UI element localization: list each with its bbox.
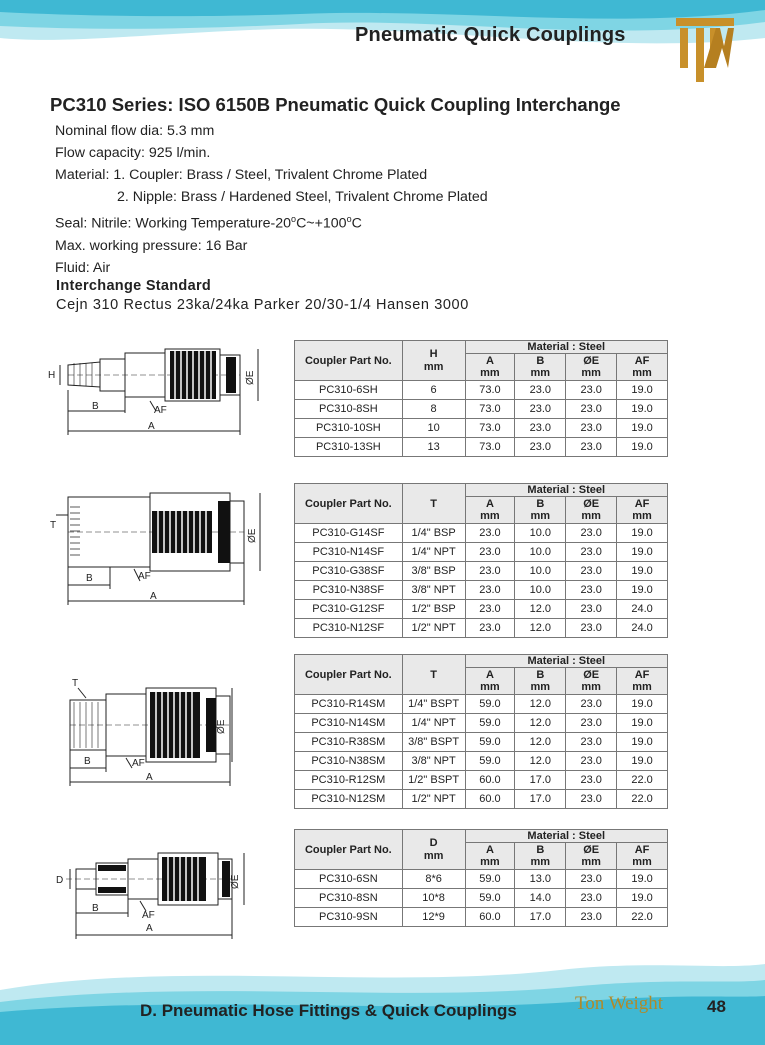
table-cell: 59.0: [465, 870, 515, 889]
table-row: [295, 619, 668, 638]
dim-label-a: A: [150, 591, 157, 602]
table-cell: 23.0: [515, 400, 566, 419]
table-cell: PC310-6SN: [295, 870, 403, 889]
spec-table-sf: [294, 483, 668, 638]
col-header-unit: mm: [632, 856, 652, 869]
dim-label-af: AF: [132, 758, 145, 769]
table-cell: 1/2" NPT: [402, 619, 465, 638]
table-cell: 23.0: [566, 543, 617, 562]
spec-material-1: Material: 1. Coupler: Brass / Steel, Trivalent Chrome Plated: [55, 167, 428, 183]
table-cell: 3/8" BSP: [402, 562, 465, 581]
table-cell: PC310-N38SM: [295, 752, 403, 771]
table-cell: 1/4" NPT: [402, 714, 465, 733]
table-cell: 12.0: [515, 600, 566, 619]
table-cell: 23.0: [566, 600, 617, 619]
dim-label-af: AF: [154, 405, 167, 416]
table-cell: 23.0: [566, 419, 617, 438]
table-cell: 23.0: [566, 381, 617, 400]
table-cell: 1/4" BSP: [402, 524, 465, 543]
table-cell: 12.0: [515, 714, 566, 733]
table-cell: PC310-8SN: [295, 889, 403, 908]
table-cell: 19.0: [617, 889, 668, 908]
col-header-b: [515, 843, 566, 870]
spec-seal-b: C~+100: [296, 215, 347, 232]
table-cell: 12.0: [515, 695, 566, 714]
table-cell: 23.0: [566, 771, 617, 790]
table-row: [295, 771, 668, 790]
table-cell: 10*8: [402, 889, 465, 908]
coupler-sh-diagram: [40, 335, 270, 445]
table-cell: 19.0: [617, 752, 668, 771]
col-header-label: D: [429, 837, 438, 850]
table-cell: 23.0: [515, 419, 566, 438]
col-header-unit: mm: [530, 510, 551, 523]
spec-table-sh: [294, 340, 668, 457]
table-cell: PC310-N14SM: [295, 714, 403, 733]
dim-label-t: T: [72, 678, 79, 689]
table-cell: PC310-R38SM: [295, 733, 403, 752]
table-cell: 1/2" BSP: [402, 600, 465, 619]
col-header-unit: mm: [480, 856, 500, 869]
table-cell: 23.0: [566, 908, 617, 927]
table-cell: 19.0: [617, 400, 668, 419]
col-header-unit: mm: [480, 681, 500, 694]
col-header-h: [402, 341, 465, 381]
table-cell: 19.0: [617, 524, 668, 543]
dim-label-h: H: [48, 370, 56, 381]
table-cell: 17.0: [515, 771, 566, 790]
table-cell: PC310-N12SM: [295, 790, 403, 809]
col-header-a: [465, 354, 515, 381]
table-cell: 23.0: [566, 619, 617, 638]
col-header-label: B: [536, 669, 545, 681]
table-cell: 19.0: [617, 695, 668, 714]
table-cell: 14.0: [515, 889, 566, 908]
table-cell: 23.0: [566, 695, 617, 714]
table-cell: 23.0: [566, 438, 617, 457]
table-cell: 73.0: [465, 400, 515, 419]
col-header-t: T: [402, 484, 465, 524]
col-header-a: [465, 843, 515, 870]
table-cell: 59.0: [465, 714, 515, 733]
table-row: [295, 908, 668, 927]
col-header-label: AF: [634, 498, 650, 510]
table-cell: 17.0: [515, 790, 566, 809]
table-cell: 24.0: [617, 619, 668, 638]
table-cell: 59.0: [465, 752, 515, 771]
table-cell: PC310-N14SF: [295, 543, 403, 562]
coupler-sn-diagram: [40, 845, 270, 945]
table-cell: PC310-R14SM: [295, 695, 403, 714]
table-cell: 13: [402, 438, 465, 457]
header-title: Pneumatic Quick Couplings: [355, 24, 626, 46]
table-cell: 23.0: [465, 600, 515, 619]
specifications: [55, 120, 488, 279]
col-header-label: AF: [634, 355, 650, 367]
col-header-part-no: Coupler Part No.: [295, 484, 403, 524]
table-row: [295, 870, 668, 889]
brand-logo-text: Ton Weight: [575, 993, 664, 1014]
table-cell: PC310-9SN: [295, 908, 403, 927]
col-header-label: B: [536, 844, 545, 856]
spec-flow-dia: Nominal flow dia: 5.3 mm: [55, 123, 215, 139]
table-cell: 3/8" NPT: [402, 581, 465, 600]
material-group-header: Material : Steel: [465, 830, 668, 843]
dim-label-b: B: [92, 903, 99, 914]
table-cell: 60.0: [465, 790, 515, 809]
table-cell: 19.0: [617, 562, 668, 581]
col-header-b: [515, 354, 566, 381]
table-cell: 10.0: [515, 581, 566, 600]
table-row: [295, 752, 668, 771]
table-cell: 59.0: [465, 889, 515, 908]
col-header-unit: mm: [581, 856, 601, 869]
col-header-unit: mm: [530, 367, 551, 380]
col-header-b: [515, 497, 566, 524]
dim-label-b: B: [84, 756, 91, 767]
col-header-unit: mm: [632, 510, 652, 523]
col-header-label: B: [536, 498, 545, 510]
table-cell: 22.0: [617, 790, 668, 809]
table-cell: 3/8" NPT: [402, 752, 465, 771]
col-header-e: [566, 497, 617, 524]
table-cell: 22.0: [617, 771, 668, 790]
col-header-d: [402, 830, 465, 870]
degree-sign: o: [291, 214, 297, 224]
spec-pressure: Max. working pressure: 16 Bar: [55, 237, 248, 254]
table-cell: 1/2" NPT: [402, 790, 465, 809]
col-header-label: ØE: [583, 844, 600, 856]
table-cell: 1/4" NPT: [402, 543, 465, 562]
col-header-part-no: Coupler Part No.: [295, 830, 403, 870]
table-cell: 23.0: [515, 381, 566, 400]
table-cell: PC310-10SH: [295, 419, 403, 438]
col-header-b: [515, 668, 566, 695]
dim-label-a: A: [146, 772, 153, 783]
table-cell: 17.0: [515, 908, 566, 927]
table-cell: PC310-N38SF: [295, 581, 403, 600]
spec-table-sn: [294, 829, 668, 927]
table-cell: 23.0: [566, 714, 617, 733]
table-cell: 23.0: [566, 581, 617, 600]
table-cell: 8*6: [402, 870, 465, 889]
table-cell: 73.0: [465, 438, 515, 457]
col-header-label: ØE: [583, 355, 600, 367]
dim-label-b: B: [92, 401, 99, 412]
table-cell: 59.0: [465, 733, 515, 752]
dim-label-d: D: [56, 875, 64, 886]
dim-label-e: ØE: [216, 719, 227, 734]
table-cell: 73.0: [465, 419, 515, 438]
table-cell: PC310-8SH: [295, 400, 403, 419]
table-row: [295, 419, 668, 438]
table-cell: 10.0: [515, 524, 566, 543]
col-header-label: B: [536, 355, 545, 367]
table-cell: 10.0: [515, 562, 566, 581]
table-cell: PC310-N12SF: [295, 619, 403, 638]
table-cell: 23.0: [566, 733, 617, 752]
table-cell: 12.0: [515, 733, 566, 752]
spec-fluid: Fluid: Air: [55, 259, 111, 276]
col-header-af: [617, 497, 668, 524]
table-row: [295, 790, 668, 809]
spec-table-sm: [294, 654, 668, 809]
dim-label-t: T: [50, 520, 57, 531]
col-header-unit: mm: [530, 856, 551, 869]
col-header-a: [465, 668, 515, 695]
table-cell: 3/8" BSPT: [402, 733, 465, 752]
table-cell: 23.0: [465, 524, 515, 543]
table-cell: 23.0: [566, 524, 617, 543]
table-cell: 12.0: [515, 619, 566, 638]
col-header-unit: mm: [581, 367, 601, 380]
dim-label-e: ØE: [245, 370, 256, 385]
table-cell: 19.0: [617, 714, 668, 733]
table-cell: 19.0: [617, 733, 668, 752]
table-row: [295, 581, 668, 600]
table-cell: 1/2" BSPT: [402, 771, 465, 790]
col-header-unit: mm: [530, 681, 551, 694]
dim-label-af: AF: [138, 571, 151, 582]
col-header-label: AF: [634, 669, 650, 681]
table-row: [295, 524, 668, 543]
table-row: [295, 543, 668, 562]
table-cell: 6: [402, 381, 465, 400]
table-cell: 19.0: [617, 419, 668, 438]
col-header-e: [566, 354, 617, 381]
spec-material-2: 2. Nipple: Brass / Hardened Steel, Trivalent Chrome Plated: [117, 189, 488, 205]
table-cell: 23.0: [515, 438, 566, 457]
footer-section-title: D. Pneumatic Hose Fittings & Quick Couplings: [140, 1001, 517, 1020]
table-cell: 23.0: [465, 562, 515, 581]
table-cell: 22.0: [617, 908, 668, 927]
table-cell: 59.0: [465, 695, 515, 714]
col-header-label: A: [485, 498, 494, 510]
spec-seal: [55, 208, 488, 235]
spec-seal-a: Seal: Nitrile: Working Temperature-20: [55, 215, 292, 232]
degree-sign: o: [346, 214, 352, 224]
col-header-e: [566, 843, 617, 870]
table-cell: 13.0: [515, 870, 566, 889]
col-header-label: A: [485, 669, 494, 681]
table-row: [295, 600, 668, 619]
col-header-e: [566, 668, 617, 695]
spec-seal-c: C: [351, 215, 362, 232]
table-row: [295, 714, 668, 733]
table-row: [295, 438, 668, 457]
table-cell: PC310-G12SF: [295, 600, 403, 619]
table-cell: 10: [402, 419, 465, 438]
table-cell: 19.0: [617, 381, 668, 400]
table-cell: 23.0: [465, 619, 515, 638]
dim-label-e: ØE: [247, 528, 258, 543]
table-cell: PC310-6SH: [295, 381, 403, 400]
col-header-label: AF: [634, 844, 650, 856]
col-header-label: A: [485, 844, 494, 856]
col-header-unit: mm: [480, 510, 500, 523]
coupler-sm-diagram: [40, 672, 270, 792]
interchange-list: Cejn 310 Rectus 23ka/24ka Parker 20/30-1/4 Hansen 3000: [56, 297, 469, 313]
dim-label-e: ØE: [230, 874, 241, 889]
col-header-label: A: [485, 355, 494, 367]
spec-flow-capacity: Flow capacity: 925 l/min.: [55, 145, 211, 161]
col-header-a: [465, 497, 515, 524]
col-header-label: ØE: [583, 669, 600, 681]
dim-label-a: A: [148, 421, 155, 432]
material-group-header: Material : Steel: [465, 484, 668, 497]
table-cell: PC310-G38SF: [295, 562, 403, 581]
interchange-title: Interchange Standard: [56, 278, 212, 294]
table-cell: 23.0: [465, 543, 515, 562]
table-row: [295, 889, 668, 908]
table-cell: 12.0: [515, 752, 566, 771]
table-row: [295, 562, 668, 581]
table-cell: 24.0: [617, 600, 668, 619]
material-group-header: Material : Steel: [465, 341, 668, 354]
table-row: [295, 695, 668, 714]
table-cell: PC310-R12SM: [295, 771, 403, 790]
col-header-t: T: [402, 655, 465, 695]
page-number: 48: [707, 997, 726, 1016]
col-header-unit: mm: [423, 849, 444, 862]
coupler-sf-diagram: [40, 485, 270, 610]
dim-label-af: AF: [142, 910, 155, 921]
col-header-part-no: Coupler Part No.: [295, 655, 403, 695]
table-row: [295, 733, 668, 752]
col-header-label: H: [429, 348, 438, 361]
table-cell: 1/4" BSPT: [402, 695, 465, 714]
col-header-unit: mm: [581, 510, 601, 523]
col-header-part-no: Coupler Part No.: [295, 341, 403, 381]
table-cell: 23.0: [566, 870, 617, 889]
table-cell: 19.0: [617, 870, 668, 889]
col-header-label: ØE: [583, 498, 600, 510]
table-cell: 19.0: [617, 581, 668, 600]
col-header-unit: mm: [632, 367, 652, 380]
table-cell: 60.0: [465, 908, 515, 927]
table-cell: 23.0: [465, 581, 515, 600]
col-header-unit: mm: [423, 360, 444, 373]
col-header-af: [617, 668, 668, 695]
page-title: PC310 Series: ISO 6150B Pneumatic Quick Coupling Interchange: [50, 94, 621, 115]
table-cell: 60.0: [465, 771, 515, 790]
table-cell: PC310-G14SF: [295, 524, 403, 543]
col-header-af: [617, 843, 668, 870]
dim-label-b: B: [86, 573, 93, 584]
table-cell: 19.0: [617, 543, 668, 562]
table-cell: PC310-13SH: [295, 438, 403, 457]
dim-label-a: A: [146, 923, 153, 934]
col-header-af: [617, 354, 668, 381]
table-cell: 8: [402, 400, 465, 419]
tw-logo-icon: [676, 18, 734, 82]
col-header-unit: mm: [480, 367, 500, 380]
table-cell: 23.0: [566, 752, 617, 771]
table-cell: 19.0: [617, 438, 668, 457]
table-cell: 23.0: [566, 400, 617, 419]
table-cell: 23.0: [566, 562, 617, 581]
material-group-header: Material : Steel: [465, 655, 667, 668]
table-cell: 23.0: [566, 790, 617, 809]
table-row: [295, 400, 668, 419]
table-cell: 73.0: [465, 381, 515, 400]
table-cell: 23.0: [566, 889, 617, 908]
table-cell: 12*9: [402, 908, 465, 927]
table-cell: 10.0: [515, 543, 566, 562]
table-row: [295, 381, 668, 400]
col-header-unit: mm: [581, 681, 601, 694]
col-header-unit: mm: [632, 681, 652, 694]
